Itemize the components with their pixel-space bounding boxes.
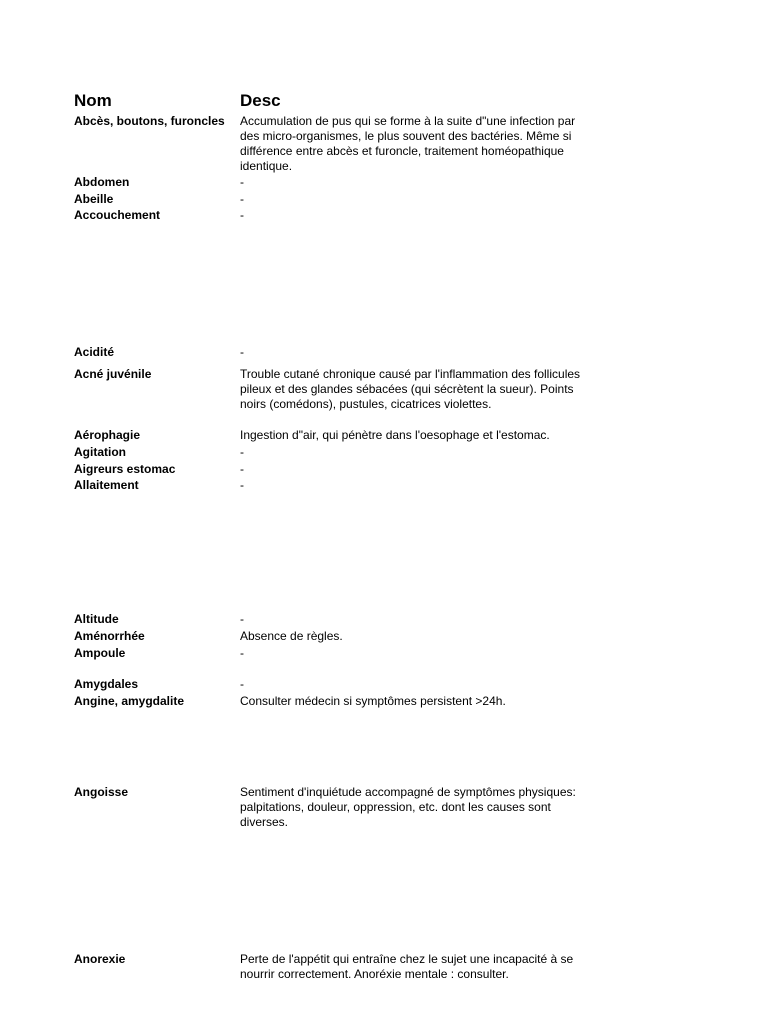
entry-description: - [240, 646, 244, 660]
entry-name: Accouchement [74, 208, 161, 222]
entry-description: Sentiment d'inquiétude accompagné de symptômes physiques: palpitations, douleur, oppression, etc. dont les causes sont diverses. [240, 785, 576, 829]
entry-description: Trouble cutané chronique causé par l'inflammation des follicules pileux et des glandes sébacées (qui sécrètent la sueur). Points noirs (comédons), pustules, cicatrices violettes. [240, 367, 581, 411]
column-header-desc: Desc [240, 91, 281, 110]
entry-name: Abdomen [74, 175, 130, 189]
entry-name: Aménorrhée [74, 629, 145, 643]
entry-name: Aigreurs estomac [74, 462, 176, 476]
entry-description: Consulter médecin si symptômes persistent >24h. [240, 694, 506, 708]
entry-description: - [240, 192, 244, 206]
entry-name: Allaitement [74, 478, 139, 492]
entry-name: Abcès, boutons, furoncles [74, 114, 225, 128]
column-header-nom: Nom [74, 91, 112, 110]
entry-description: - [240, 462, 244, 476]
entry-description: - [240, 445, 244, 459]
entry-description: Perte de l'appétit qui entraîne chez le sujet une incapacité à se nourrir correctement. Anoréxie mentale : consulter. [240, 952, 574, 981]
entry-description: Absence de règles. [240, 629, 343, 643]
entry-name: Altitude [74, 612, 119, 626]
entry-name: Agitation [74, 445, 126, 459]
entry-name: Anorexie [74, 952, 126, 966]
entry-name: Angine, amygdalite [74, 694, 185, 708]
entry-description: - [240, 208, 244, 222]
entry-name: Ampoule [74, 646, 126, 660]
entry-description: Accumulation de pus qui se forme à la suite d"une infection par des micro-organismes, le plus souvent des bactéries. Même si différence entre abcès et furoncle, traitement homéopathique identique. [240, 114, 576, 173]
entry-description: - [240, 677, 244, 691]
entry-name: Abeille [74, 192, 114, 206]
entry-description: - [240, 478, 244, 492]
entry-description: Ingestion d"air, qui pénètre dans l'oesophage et l'estomac. [240, 428, 550, 442]
entry-description: - [240, 175, 244, 189]
entry-description: - [240, 345, 244, 359]
entry-name: Aérophagie [74, 428, 141, 442]
entry-name: Angoisse [74, 785, 129, 799]
entry-description: - [240, 612, 244, 626]
entry-name: Amygdales [74, 677, 139, 691]
entry-name: Acidité [74, 345, 115, 359]
entry-name: Acné juvénile [74, 367, 152, 381]
